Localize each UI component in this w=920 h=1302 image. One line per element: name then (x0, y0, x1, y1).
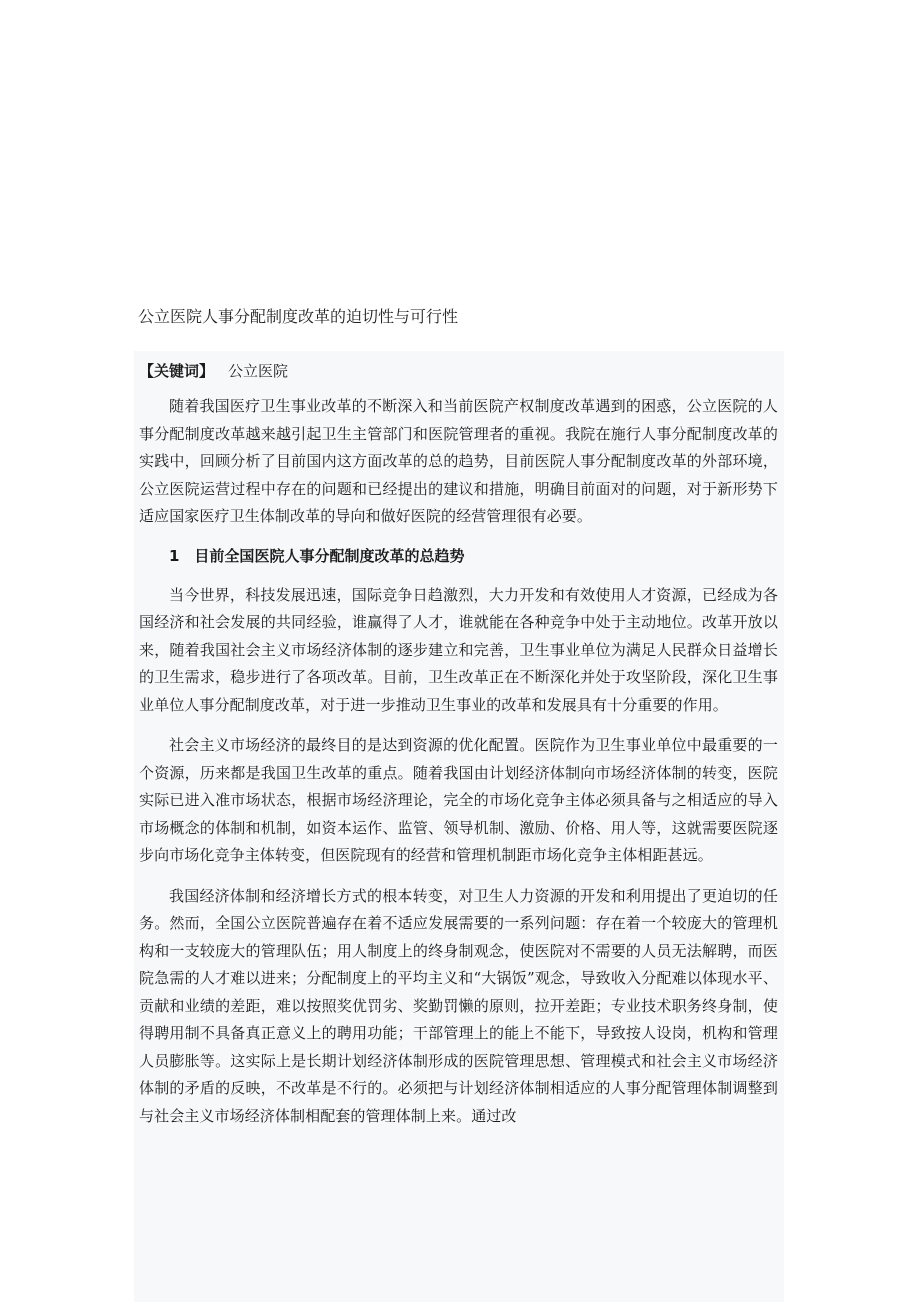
document-title: 公立医院人事分配制度改革的迫切性与可行性 (138, 307, 459, 326)
keywords-label: 【关键词】 (139, 362, 215, 380)
keywords-value: 公立医院 (228, 362, 289, 380)
intro-paragraph: 随着我国医疗卫生事业改革的不断深入和当前医院产权制度改革遇到的困惑，公立医院的人事分配制度改革越来越引起卫生主管部门和医院管理者的重视。我院在施行人事分配制度改革的实践中，回顾分析了目前国内这方面改革的总的趋势，目前医院人事分配制度改革的外部环境，公立医院运营过程中存在的问题和已经提出的建议和措施，明确目前面对的问题，对于新形势下适应国家医疗卫生体制改革的导向和做好医院的经营管理很有必要。 (139, 397, 778, 525)
body-paragraph: 社会主义市场经济的最终目的是达到资源的优化配置。医院作为卫生事业单位中最重要的一个资源，历来都是我国卫生改革的重点。随着我国由计划经济体制向市场经济体制的转变，医院实际已进入准市场状态，根据市场经济理论，完全的市场化竞争主体必须具备与之相适应的导入市场概念的体制和机制，如资本运作、监管、领导机制、激励、价格、用人等，这就需要医院逐步向市场化竞争主体转变，但医院现有的经营和管理机制距市场化竞争主体相距甚远。 (139, 736, 778, 864)
body-paragraph: 我国经济体制和经济增长方式的根本转变，对卫生人力资源的开发和利用提出了更迫切的任务。然而，全国公立医院普遍存在着不适应发展需要的一系列问题：存在着一个较庞大的管理机构和一支较庞大的管理队伍；用人制度上的终身制观念，使医院对不需要的人员无法解聘，而医院急需的人才难以进来；分配制度上的平均主义和“大锅饭”观念，导致收入分配难以体现水平、贡献和业绩的差距，难以按照奖优罚劣、奖勤罚懒的原则，拉开差距；专业技术职务终身制，使得聘用制不具备真正意义上的聘用功能；干部管理上的能上不能下，导致按人设岗，机构和管理人员膨胀等。这实际上是长期计划经济体制形成的医院管理思想、管理模式和社会主义市场经济体制的矛盾的反映，不改革是不行的。必须把与计划经济体制相适应的人事分配管理体制调整到与社会主义市场经济体制相配套的管理体制上来。通过改 (139, 886, 778, 1125)
article-body (134, 351, 784, 1302)
body-paragraph: 当今世界，科技发展迅速，国际竞争日趋激烈，大力开发和有效使用人才资源，已经成为各国经济和社会发展的共同经验，谁赢得了人才，谁就能在各种竞争中处于主动地位。改革开放以来，随着我国社会主义市场经济体制的逐步建立和完善，卫生事业单位为满足人民群众日益增长的卫生需求，稳步进行了各项改革。目前，卫生改革正在不断深化并处于攻坚阶段，深化卫生事业单位人事分配制度改革，对于进一步推动卫生事业的改革和发展具有十分重要的作用。 (139, 585, 778, 714)
section-heading: 1 目前全国医院人事分配制度改革的总趋势 (169, 546, 465, 565)
keywords-line (139, 359, 778, 383)
